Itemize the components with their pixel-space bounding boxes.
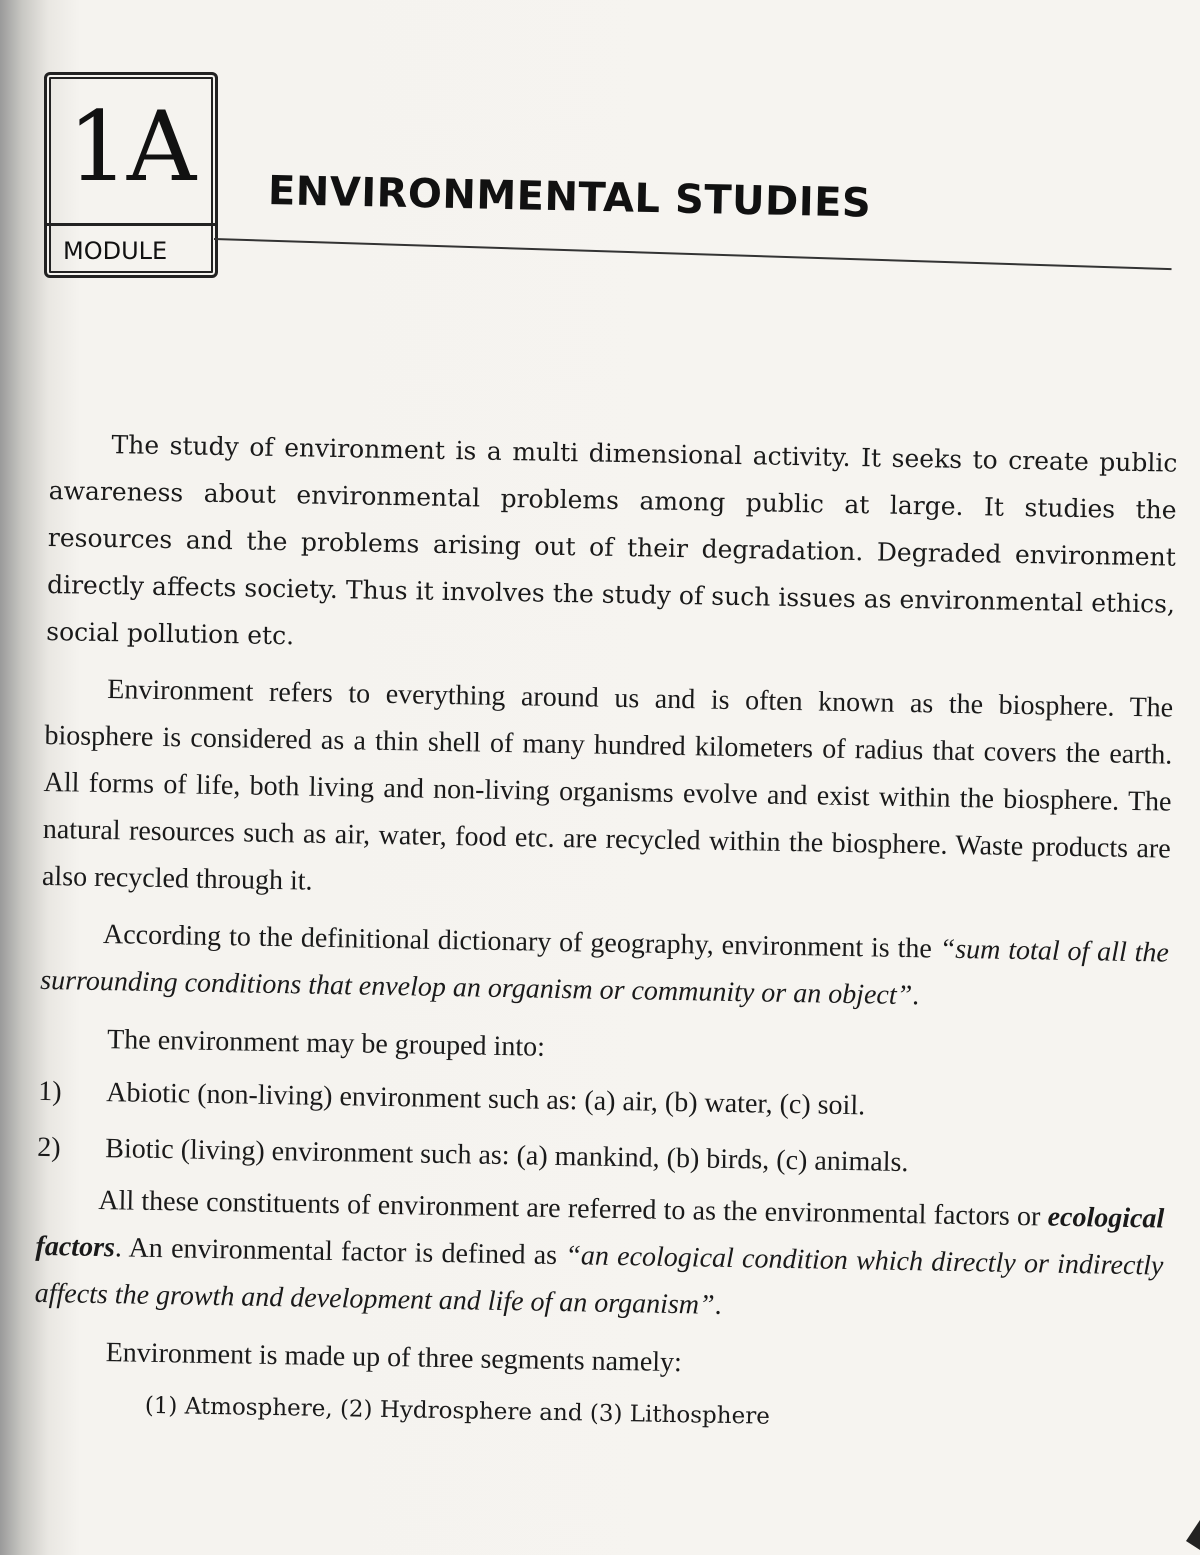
title-rule <box>214 238 1172 270</box>
list-item-text: Biotic (living) environment such as: (a) mankind, (b) birds, (c) animals. <box>105 1133 909 1179</box>
paragraph-biosphere: Environment refers to everything around us and is often known as the biosphere. The biosphere is considered as a thin shell of many hundred kilometers of radius that covers the earth. All forms of life, both living and non-living organisms evolve and exist within the biosphere. The natural resources such as air, water, food etc. are recycled within the biosphere. Waste products are also recycled through it. <box>41 674 1174 897</box>
module-badge <box>44 72 218 278</box>
paragraph-intro: The study of environment is a multi dimensional activity. It seeks to create public awareness about environmental problems among public at large. It studies the resources and the problems arising out of their degradation. Degraded environment directly affects society. Thus it involves the study of such issues as environmental ethics, social pollution etc. <box>46 430 1178 651</box>
module-number: 1A <box>67 91 195 203</box>
paragraph-definition <box>40 910 1169 1024</box>
page-corner-mark <box>1186 1520 1200 1550</box>
module-label: MODULE <box>47 223 215 275</box>
grouping-intro: The environment may be grouped into: <box>106 1024 546 1063</box>
list-item-text: Abiotic (non-living) environment such as: (a) air, (b) water, (c) soil. <box>105 1077 866 1122</box>
segments-list: (1) Atmosphere, (2) Hydrosphere and (3) Lithosphere <box>144 1392 771 1430</box>
definition-end: . <box>911 980 920 1012</box>
factors-lead: All these constituents of environment are referred to as the environmental factors or <box>98 1184 1048 1233</box>
definition-lead: According to the definitional dictionary of geography, environment is the <box>102 919 940 965</box>
factors-quote: “an ecological condition which directly or indirectly affects the growth and development and life of an organism” <box>34 1240 1164 1321</box>
group-list <box>37 1064 1167 1196</box>
chapter-title: ENVIRONMENTAL STUDIES <box>267 168 872 227</box>
list-item-number: 1) <box>38 1075 62 1108</box>
factors-term: ecological factors <box>35 1201 1165 1264</box>
definition-quote: “sum total of all the surrounding conditions that envelop an organism or community or an object” <box>39 933 1170 1012</box>
factors-end: . <box>714 1289 722 1321</box>
body-text <box>32 420 1177 1451</box>
factors-mid: . An environmental factor is defined as <box>114 1232 566 1272</box>
segments-intro: Environment is made up of three segments namely: <box>105 1337 683 1379</box>
list-item-number: 2) <box>37 1131 61 1164</box>
paragraph-factors <box>34 1176 1164 1337</box>
